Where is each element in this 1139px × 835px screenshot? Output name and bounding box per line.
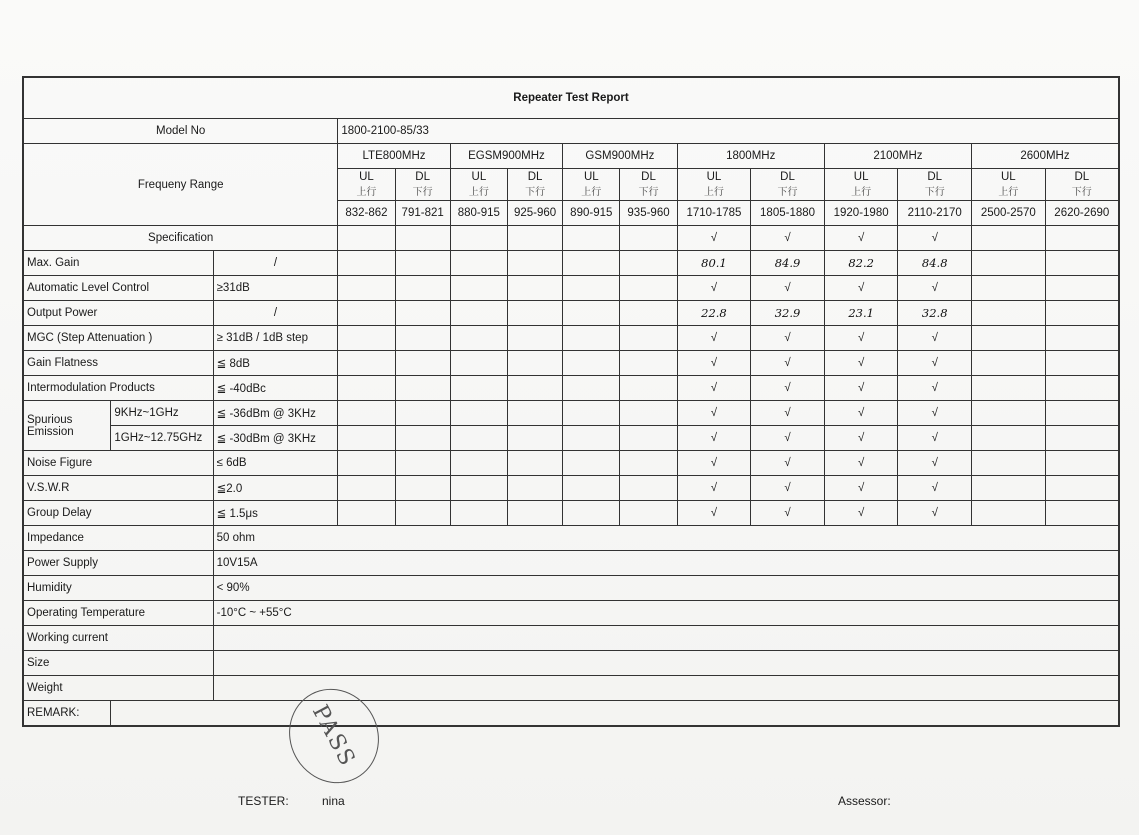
check-mark: √ bbox=[677, 376, 751, 401]
dl-zh: 下行 bbox=[638, 187, 659, 198]
range-cell: 791-821 bbox=[395, 201, 450, 226]
handwritten-value: 32.8 bbox=[898, 301, 972, 326]
range-cell: 925-960 bbox=[507, 201, 562, 226]
check-mark: √ bbox=[677, 401, 751, 426]
ul-dl-header bbox=[972, 169, 1046, 201]
spec-group-delay: ≦ 1.5μs bbox=[213, 501, 338, 526]
check-mark: √ bbox=[824, 226, 898, 251]
info-label-power-supply: Power Supply bbox=[23, 551, 213, 576]
check-mark: √ bbox=[898, 276, 972, 301]
spec-spurious-1: ≦ -36dBm @ 3KHz bbox=[213, 401, 338, 426]
frequency-range-label: Frequeny Range bbox=[23, 144, 338, 226]
spec-output-power: / bbox=[213, 301, 338, 326]
range-cell: 2500-2570 bbox=[972, 201, 1046, 226]
info-value-humidity: < 90% bbox=[213, 576, 1119, 601]
info-label-size: Size bbox=[23, 651, 213, 676]
report-table bbox=[22, 76, 1120, 727]
band-egsm900: EGSM900MHz bbox=[450, 144, 562, 169]
range-cell: 1920-1980 bbox=[824, 201, 898, 226]
spurious-range-2: 1GHz~12.75GHz bbox=[111, 426, 213, 451]
check-mark: √ bbox=[751, 276, 825, 301]
check-mark: √ bbox=[677, 326, 751, 351]
dl-label: DL bbox=[527, 171, 543, 183]
dl-label: DL bbox=[415, 171, 430, 183]
check-mark: √ bbox=[677, 476, 751, 501]
ul-label: UL bbox=[853, 171, 869, 183]
row-label-gain-flatness: Gain Flatness bbox=[23, 351, 213, 376]
row-label-noise-figure: Noise Figure bbox=[23, 451, 213, 476]
row-label-mgc: MGC (Step Attenuation ) bbox=[23, 326, 213, 351]
assessor-label: Assessor: bbox=[838, 794, 891, 808]
ul-zh: 上行 bbox=[703, 187, 724, 198]
row-label-intermodulation: Intermodulation Products bbox=[23, 376, 213, 401]
tester-value: nina bbox=[322, 794, 345, 808]
check-mark: √ bbox=[824, 476, 898, 501]
dl-label: DL bbox=[780, 171, 795, 183]
row-label-alc: Automatic Level Control bbox=[23, 276, 213, 301]
row-label-group-delay: Group Delay bbox=[23, 501, 213, 526]
ul-label: UL bbox=[359, 171, 374, 183]
ul-dl-header bbox=[751, 169, 825, 201]
tester-label: TESTER: bbox=[238, 794, 289, 808]
model-no-label: Model No bbox=[23, 119, 338, 144]
spec-intermodulation: ≦ -40dBc bbox=[213, 376, 338, 401]
info-value-working-current bbox=[213, 626, 1119, 651]
range-cell: 1805-1880 bbox=[751, 201, 825, 226]
info-label-impedance: Impedance bbox=[23, 526, 213, 551]
handwritten-value: 84.9 bbox=[751, 251, 825, 276]
report-page bbox=[22, 76, 1120, 727]
check-mark: √ bbox=[898, 426, 972, 451]
check-mark: √ bbox=[751, 376, 825, 401]
check-mark: √ bbox=[677, 501, 751, 526]
ul-label: UL bbox=[471, 171, 487, 183]
spurious-range-1: 9KHz~1GHz bbox=[111, 401, 213, 426]
row-label-max-gain: Max. Gain bbox=[23, 251, 213, 276]
check-mark: √ bbox=[751, 351, 825, 376]
ul-zh: 上行 bbox=[581, 187, 602, 198]
remark-label: REMARK: bbox=[23, 701, 111, 727]
ul-zh: 上行 bbox=[356, 187, 377, 198]
check-mark: √ bbox=[824, 401, 898, 426]
model-no-value: 1800-2100-85/33 bbox=[338, 119, 1119, 144]
remark-area bbox=[111, 701, 1119, 727]
dl-zh: 下行 bbox=[924, 187, 945, 198]
row-label-output-power: Output Power bbox=[23, 301, 213, 326]
band-2100: 2100MHz bbox=[824, 144, 971, 169]
band-lte800: LTE800MHz bbox=[338, 144, 450, 169]
range-cell: 2620-2690 bbox=[1045, 201, 1119, 226]
pass-stamp-text: PASS bbox=[307, 700, 361, 772]
ul-dl-header bbox=[1045, 169, 1119, 201]
ul-dl-header bbox=[563, 169, 620, 201]
ul-dl-header bbox=[395, 169, 450, 201]
dl-zh: 下行 bbox=[777, 187, 798, 198]
check-mark: √ bbox=[751, 401, 825, 426]
ul-dl-header bbox=[620, 169, 677, 201]
check-mark: √ bbox=[751, 501, 825, 526]
check-mark: √ bbox=[898, 401, 972, 426]
row-label-spurious: Spurious Emission bbox=[23, 401, 111, 451]
spec-max-gain: / bbox=[213, 251, 338, 276]
handwritten-value: 82.2 bbox=[824, 251, 898, 276]
dl-label: DL bbox=[641, 171, 656, 183]
info-label-operating-temperature: Operating Temperature bbox=[23, 601, 213, 626]
range-cell: 2110-2170 bbox=[898, 201, 972, 226]
spec-noise-figure: ≤ 6dB bbox=[213, 451, 338, 476]
ul-dl-header bbox=[507, 169, 562, 201]
check-mark: √ bbox=[898, 451, 972, 476]
band-2600: 2600MHz bbox=[972, 144, 1119, 169]
ul-dl-header bbox=[677, 169, 751, 201]
info-label-weight: Weight bbox=[23, 676, 213, 701]
check-mark: √ bbox=[898, 326, 972, 351]
info-value-size bbox=[213, 651, 1119, 676]
ul-dl-header bbox=[450, 169, 507, 201]
check-mark: √ bbox=[824, 351, 898, 376]
range-cell: 935-960 bbox=[620, 201, 677, 226]
check-mark: √ bbox=[898, 226, 972, 251]
ul-label: UL bbox=[1000, 171, 1016, 183]
check-mark: √ bbox=[677, 351, 751, 376]
spec-vswr: ≦2.0 bbox=[213, 476, 338, 501]
dl-zh: 下行 bbox=[525, 187, 546, 198]
info-value-impedance: 50 ohm bbox=[213, 526, 1119, 551]
dl-label: DL bbox=[927, 171, 943, 183]
range-cell: 880-915 bbox=[450, 201, 507, 226]
handwritten-value: 22.8 bbox=[677, 301, 751, 326]
info-label-humidity: Humidity bbox=[23, 576, 213, 601]
check-mark: √ bbox=[751, 326, 825, 351]
range-cell: 1710-1785 bbox=[677, 201, 751, 226]
check-mark: √ bbox=[751, 476, 825, 501]
check-mark: √ bbox=[898, 376, 972, 401]
info-label-working-current: Working current bbox=[23, 626, 213, 651]
check-mark: √ bbox=[898, 351, 972, 376]
handwritten-value: 84.8 bbox=[898, 251, 972, 276]
dl-zh: 下行 bbox=[412, 187, 433, 198]
range-cell: 832-862 bbox=[338, 201, 395, 226]
ul-dl-header bbox=[898, 169, 972, 201]
range-cell: 890-915 bbox=[563, 201, 620, 226]
check-mark: √ bbox=[677, 276, 751, 301]
check-mark: √ bbox=[677, 426, 751, 451]
info-value-operating-temperature: -10°C ~ +55°C bbox=[213, 601, 1119, 626]
ul-dl-header bbox=[338, 169, 395, 201]
spec-spurious-2: ≦ -30dBm @ 3KHz bbox=[213, 426, 338, 451]
handwritten-value: 23.1 bbox=[824, 301, 898, 326]
handwritten-value: 32.9 bbox=[751, 301, 825, 326]
ul-dl-header bbox=[824, 169, 898, 201]
check-mark: √ bbox=[824, 501, 898, 526]
check-mark: √ bbox=[898, 476, 972, 501]
spec-mgc: ≥ 31dB / 1dB step bbox=[213, 326, 338, 351]
handwritten-value: 80.1 bbox=[677, 251, 751, 276]
check-mark: √ bbox=[824, 276, 898, 301]
check-mark: √ bbox=[824, 326, 898, 351]
check-mark: √ bbox=[677, 451, 751, 476]
band-gsm900: GSM900MHz bbox=[563, 144, 677, 169]
dl-zh: 下行 bbox=[1071, 187, 1092, 198]
band-1800: 1800MHz bbox=[677, 144, 824, 169]
check-mark: √ bbox=[898, 501, 972, 526]
check-mark: √ bbox=[751, 426, 825, 451]
dl-label: DL bbox=[1074, 171, 1090, 183]
check-mark: √ bbox=[824, 376, 898, 401]
spec-gain-flatness: ≦ 8dB bbox=[213, 351, 338, 376]
row-label-vswr: V.S.W.R bbox=[23, 476, 213, 501]
report-title: Repeater Test Report bbox=[23, 77, 1119, 119]
ul-zh: 上行 bbox=[468, 187, 489, 198]
check-mark: √ bbox=[677, 226, 751, 251]
info-value-power-supply: 10V15A bbox=[213, 551, 1119, 576]
ul-label: UL bbox=[583, 171, 599, 183]
specification-label: Specification bbox=[23, 226, 338, 251]
check-mark: √ bbox=[824, 451, 898, 476]
ul-zh: 上行 bbox=[851, 187, 872, 198]
check-mark: √ bbox=[751, 226, 825, 251]
ul-zh: 上行 bbox=[998, 187, 1019, 198]
ul-label: UL bbox=[706, 171, 722, 183]
spec-alc: ≥31dB bbox=[213, 276, 338, 301]
check-mark: √ bbox=[824, 426, 898, 451]
check-mark: √ bbox=[751, 451, 825, 476]
